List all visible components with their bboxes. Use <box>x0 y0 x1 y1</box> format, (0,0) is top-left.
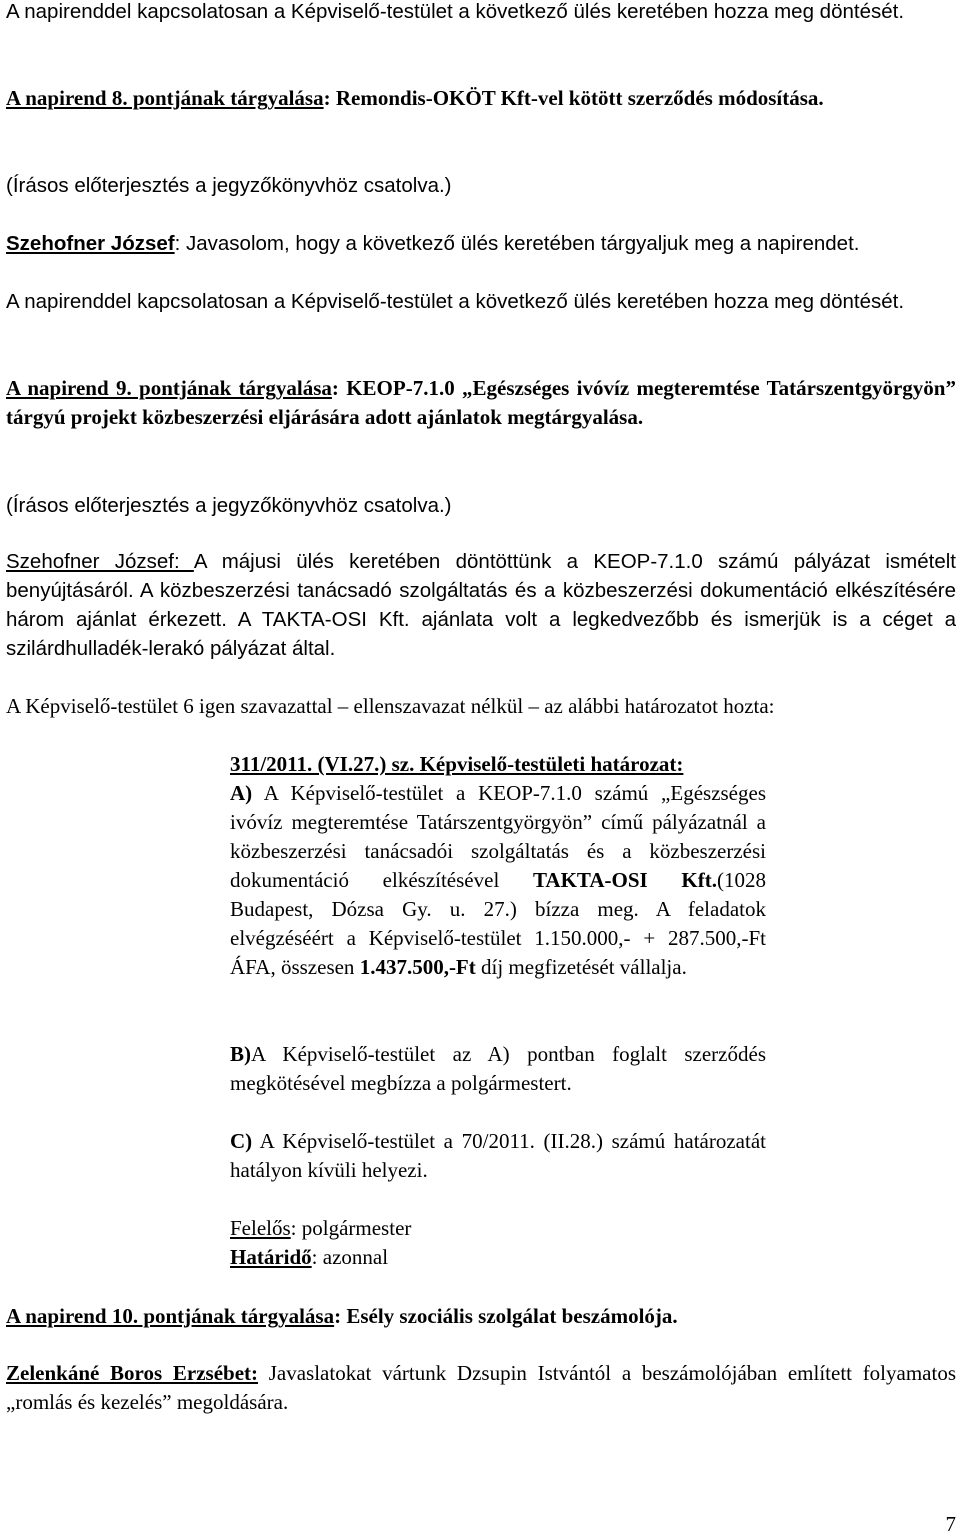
speaker-name: Szehofner József: <box>6 550 194 573</box>
agenda-item-10-heading: A napirend 10. pontjának tárgyalása: Esély szociális szolgálat beszámolója. <box>6 1304 678 1328</box>
agenda-item-8-heading: A napirend 8. pontjának tárgyalása: Remondis-OKÖT Kft-vel kötött szerződés módosítása. <box>6 86 824 110</box>
attachment-note-2: (Írásos előterjesztés a jegyzőkönyvhöz csatolva.) <box>6 494 452 517</box>
resolution-responsible: Felelős: polgármester <box>230 1216 412 1240</box>
speech-zelenkane: Zelenkáné Boros Erzsébet: Javaslatokat vártunk Dzsupin Istvántól a beszámolójában említett folyamatos „romlás és kezelés” megoldására. <box>6 1361 957 1414</box>
speaker-name: Szehofner József <box>6 232 175 255</box>
attachment-note: (Írásos előterjesztés a jegyzőkönyvhöz csatolva.) <box>6 174 452 197</box>
resolution-point-a: A) A Képviselő-testület a KEOP-7.1.0 számú „Egészséges ivóvíz megteremtése Tatárszentgyörgyön” című pályázatnál a közbeszerzési tanácsadói szolgáltatás és a közbeszerzési dokumentáció elkészítésével TAKTA-OSI Kft.(1028 Budapest, Dózsa Gy. u. 27.) bízza meg. A feladatok elvégzéséért a Képviselő-testület 1.150.000,- + 287.500,-Ft ÁFA, összesen 1.437.500,-Ft díj megfizetését vállalja. <box>230 781 766 979</box>
resolution-point-b: B)A Képviselő-testület az A) pontban foglalt szerződés megkötésével megbízza a polgármestert. <box>230 1042 766 1095</box>
speaker-name: Zelenkáné Boros Erzsébet: <box>6 1361 259 1385</box>
vote-statement: A Képviselő-testület 6 igen szavazattal – ellenszavazat nélkül – az alábbi határozatot hozta: <box>6 694 775 718</box>
decision-postponed-paragraph: A napirenddel kapcsolatosan a Képviselő-testület a következő ülés keretében hozza meg döntését. <box>6 0 905 23</box>
speech-szehofner-1: Szehofner József: Javasolom, hogy a következő ülés keretében tárgyaljuk meg a napirendet. <box>6 232 860 255</box>
agenda-item-9-heading: A napirend 9. pontjának tárgyalása: KEOP-7.1.0 „Egészséges ivóvíz megteremtése Tatárszentgyörgyön” tárgyú projekt közbeszerzési eljárására adott ajánlatok megtárgyalása. <box>6 376 956 429</box>
resolution-title: 311/2011. (VI.27.) sz. Képviselő-testületi határozat: <box>230 752 684 776</box>
resolution-point-c: C) A Képviselő-testület a 70/2011. (II.28.) számú határozatát hatályon kívüli helyezi. <box>230 1129 766 1182</box>
resolution-deadline: Határidő: azonnal <box>230 1245 389 1269</box>
page-number: 7 <box>945 1512 956 1536</box>
decision-postponed-paragraph-2: A napirenddel kapcsolatosan a Képviselő-testület a következő ülés keretében hozza meg döntését. <box>6 290 905 313</box>
speech-szehofner-2: Szehofner József: A májusi ülés keretében döntöttünk a KEOP-7.1.0 számú pályázat ismételt benyújtásáról. A közbeszerzési tanácsadó szolgáltatás és a közbeszerzési dokumentáció elkészítésére három ajánlat érkezett. A TAKTA-OSI Kft. ajánlata volt a legkedvezőbb és ismerjük is a céget a szilárdhulladék-lerakó pályázat által. <box>6 550 956 660</box>
